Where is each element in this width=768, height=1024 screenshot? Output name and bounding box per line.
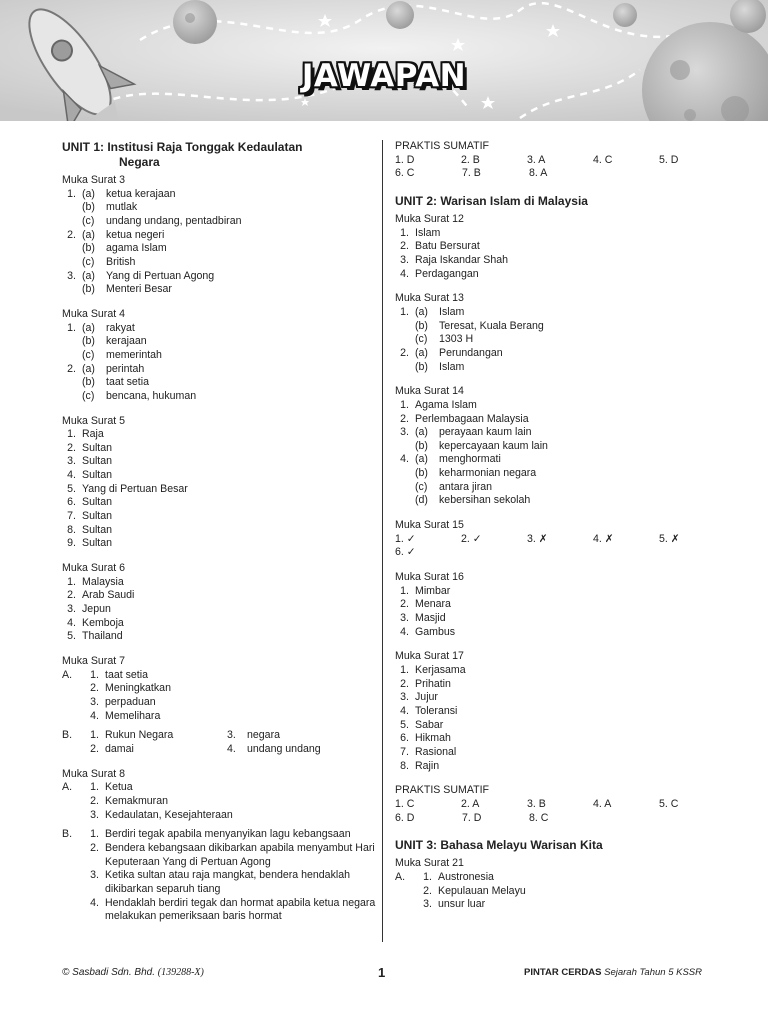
section-muka-surat-15: [395, 519, 725, 560]
answer-grid: [395, 167, 725, 181]
answer-row: 4. (a) menghormati: [400, 453, 501, 466]
list-item: 4. Kemboja: [67, 616, 124, 629]
section-muka-surat-3: [62, 174, 378, 297]
answer-row: (b) Teresat, Kuala Berang: [415, 319, 544, 332]
answer-row: (c) 1303 H: [415, 333, 474, 346]
answer-grid: [395, 546, 725, 560]
page-ref: Muka Surat 5: [62, 414, 126, 427]
section-muka-surat-13: [395, 292, 725, 374]
list-item: 1. Kerjasama: [400, 664, 466, 676]
page-ref: Muka Surat 17: [395, 650, 464, 663]
answer-list: [62, 428, 378, 551]
list-item: 7. Rasional: [400, 745, 457, 758]
page-footer: [62, 966, 702, 980]
answer-row: (b) agama Islam: [82, 242, 167, 255]
answer-row: 3. perpaduan: [90, 695, 156, 708]
answer-row: 1. Agama Islam: [400, 398, 477, 411]
right-column: [395, 140, 725, 912]
list-item: 4. Gambus: [400, 625, 456, 638]
planet-icon: [173, 0, 217, 44]
grid-answer: 6. D: [395, 811, 415, 824]
grid-answer: 2. B: [461, 153, 480, 166]
section-muka-surat-16: [395, 571, 725, 639]
list-item: 2. Batu Bersurat: [400, 240, 480, 253]
answer-row: (b) mutlak: [82, 201, 138, 214]
page-ref: Muka Surat 3: [62, 174, 126, 186]
page-ref: Muka Surat 16: [395, 571, 464, 584]
answer-grid: [395, 798, 725, 812]
answer-row: 4. Hendaklah berdiri tegak dan hormat apabila ketua negara melakukan pemeriksaan baris hormat: [90, 896, 376, 923]
planet-icon: [386, 1, 414, 29]
list-item: 3. Jujur: [400, 691, 438, 704]
list-item: 2. Prihatin: [400, 677, 451, 690]
answer-row: 2. Bendera kebangsaan dikibarkan apabila menyambut Hari Keputeraan Yang di Pertuan Agong: [90, 841, 375, 868]
answer-row: 1. (a) Islam: [400, 305, 465, 318]
list-item: 4. Sultan: [67, 469, 113, 482]
list-item: 2. Sultan: [67, 441, 113, 454]
answer-row: B. 1. Berdiri tegak apabila menyanyikan lagu kebangsaan: [62, 828, 351, 841]
copyright: © Sasbadi Sdn. Bhd. (139288-X): [62, 967, 204, 978]
section-muka-surat-17: [395, 650, 725, 773]
unit-2-heading: UNIT 2: Warisan Islam di Malaysia: [395, 193, 588, 208]
answer-row: A. 1. Austronesia: [395, 870, 494, 883]
page-ref: Muka Surat 6: [62, 562, 126, 575]
answer-list: [395, 227, 725, 282]
answer-row: 2. (a) Perundangan: [400, 346, 503, 359]
page-ref: Muka Surat 13: [395, 292, 464, 305]
list-item: 8. Sultan: [67, 523, 113, 536]
answer-row: (c) British: [82, 255, 136, 268]
page-ref: PRAKTIS SUMATIF: [395, 140, 489, 152]
page-ref: Muka Surat 21: [395, 857, 464, 870]
page-ref: Muka Surat 15: [395, 519, 464, 532]
section-muka-surat-5: [62, 415, 378, 552]
page-ref: PRAKTIS SUMATIF: [395, 784, 489, 797]
list-item: 2. Arab Saudi: [67, 589, 135, 602]
page-ref: Muka Surat 4: [62, 307, 126, 320]
company-reg: (139288-X): [157, 967, 204, 978]
answer-row: (b) keharmonian negara: [415, 467, 537, 480]
answer-row: (b) Menteri Besar: [82, 283, 172, 296]
page-ref: Muka Surat 12: [395, 212, 464, 225]
list-item: 1. Raja: [67, 428, 104, 441]
list-item: 7. Sultan: [67, 510, 113, 523]
grid-answer: 5. D: [659, 153, 679, 166]
unit-1-title-line2: Negara: [119, 155, 160, 169]
grid-answer: 7. D: [462, 811, 482, 824]
book-title: PINTAR CERDAS Sejarah Tahun 5 KSSR: [524, 967, 702, 978]
grid-answer: 1. D: [395, 153, 415, 166]
section-muka-surat-8: [62, 768, 378, 924]
grid-answer: 6. ✓: [395, 546, 416, 559]
list-item: 8. Rajin: [400, 759, 440, 772]
answer-row: 1. (a) ketua kerajaan: [67, 187, 176, 200]
answer-row: (c) undang undang, pentadbiran: [82, 214, 242, 227]
section-praktis-sumatif-2: [395, 784, 725, 825]
answer-row: 2. (a) perintah: [67, 362, 145, 375]
answer-row: 2. Perlembagaan Malaysia: [400, 412, 529, 425]
answer-row: 1. (a) rakyat: [67, 321, 135, 334]
page-ref: Muka Surat 8: [62, 767, 126, 780]
answer-row: (b) kepercayaan kaum lain: [415, 439, 548, 452]
grid-answer: 5. ✗: [659, 532, 680, 545]
list-item: 5. Yang di Pertuan Besar: [67, 482, 188, 495]
grid-answer: 1. C: [395, 797, 415, 810]
answer-row: (c) antara jiran: [415, 480, 492, 493]
list-item: 6. Sultan: [67, 496, 113, 509]
grid-answer: 6. C: [395, 167, 415, 180]
grid-answer: 3. ✗: [527, 532, 548, 545]
list-item: 3. Jepun: [67, 603, 111, 616]
page-title: JAWAPAN: [301, 58, 467, 94]
section-muka-surat-14: [395, 385, 725, 508]
answer-row: 4. Memelihara: [90, 709, 161, 722]
grid-answer: 4. ✗: [593, 532, 614, 545]
answer-row: (c) bencana, hukuman: [82, 389, 197, 402]
grid-answer: 3. B: [527, 797, 546, 810]
answer-row: B. 1. Rukun Negara 3. negara: [62, 729, 280, 742]
section-muka-surat-21: [395, 857, 725, 912]
left-column: [62, 140, 378, 924]
list-item: 5. Sabar: [400, 718, 444, 731]
grid-answer: 4. A: [593, 797, 612, 810]
page-ref: Muka Surat 7: [62, 655, 126, 667]
answer-row: 2. damai 4. undang undang: [90, 742, 321, 755]
answer-row: (b) taat setia: [82, 376, 149, 389]
section-praktis-sumatif-1: [395, 140, 725, 181]
unit-3-heading: UNIT 3: Bahasa Melayu Warisan Kita: [395, 838, 603, 853]
answer-list: [395, 585, 725, 640]
list-item: 2. Menara: [400, 598, 451, 611]
answer-row: (b) kerajaan: [82, 335, 147, 348]
answer-list: [395, 664, 725, 773]
section-muka-surat-6: [62, 562, 378, 644]
answer-list: [62, 576, 378, 644]
grid-answer: 1. ✓: [395, 532, 416, 545]
list-item: 1. Mimbar: [400, 584, 451, 597]
answer-row: 3. (a) Yang di Pertuan Agong: [67, 269, 215, 282]
answer-row: 3. Ketika sultan atau raja mangkat, bendera hendaklah dikibarkan separuh tiang: [90, 869, 351, 895]
page-number: 1: [378, 965, 386, 980]
list-item: 5. Thailand: [67, 630, 123, 643]
list-item: 1. Islam: [400, 226, 441, 239]
section-muka-surat-4: [62, 308, 378, 404]
grid-answer: 8. A: [529, 167, 548, 180]
list-item: 9. Sultan: [67, 537, 113, 550]
column-divider: [382, 140, 383, 942]
list-item: 1. Malaysia: [67, 575, 124, 588]
answer-row: 2. (a) ketua negeri: [67, 228, 165, 241]
grid-answer: 7. B: [462, 167, 481, 180]
list-item: 3. Sultan: [67, 455, 113, 468]
answer-row: (c) memerintah: [82, 348, 162, 361]
answer-row: 3. (a) perayaan kaum lain: [400, 426, 532, 439]
answer-grid: [395, 533, 725, 547]
list-item: 3. Masjid: [400, 612, 446, 625]
grid-answer: 8. C: [529, 811, 549, 824]
answer-row: (d) kebersihan sekolah: [415, 494, 531, 507]
header-banner: [0, 0, 768, 121]
unit-1-heading: [62, 140, 378, 170]
answer-row: 2. Kemakmuran: [90, 794, 168, 807]
unit-1-title-line1: UNIT 1: Institusi Raja Tonggak Kedaulatan: [62, 140, 303, 154]
answer-row: 2. Kepulauan Melayu: [423, 884, 526, 897]
list-item: 4. Perdagangan: [400, 267, 479, 280]
answer-grid: [395, 812, 725, 826]
grid-answer: 5. C: [659, 797, 679, 810]
answer-row: A. 1. Ketua: [62, 781, 133, 794]
page-ref: Muka Surat 14: [395, 385, 464, 398]
grid-answer: 2. ✓: [461, 532, 482, 545]
answer-row: 3. Kedaulatan, Kesejahteraan: [90, 808, 233, 821]
grid-answer: 4. C: [593, 153, 613, 166]
list-item: 3. Raja Iskandar Shah: [400, 253, 509, 266]
answer-row: (b) Islam: [415, 360, 465, 373]
answer-row: A. 1. taat setia: [62, 668, 148, 681]
planet-icon: [613, 3, 637, 27]
section-muka-surat-12: [395, 213, 725, 281]
grid-answer: 2. A: [461, 797, 480, 810]
answer-row: 2. Meningkatkan: [90, 682, 171, 695]
answer-row: 3. unsur luar: [423, 898, 486, 911]
grid-answer: 3. A: [527, 153, 546, 166]
list-item: 6. Hikmah: [400, 732, 451, 745]
answer-grid: [395, 154, 725, 168]
list-item: 4. Toleransi: [400, 704, 458, 717]
section-muka-surat-7: [62, 655, 378, 757]
